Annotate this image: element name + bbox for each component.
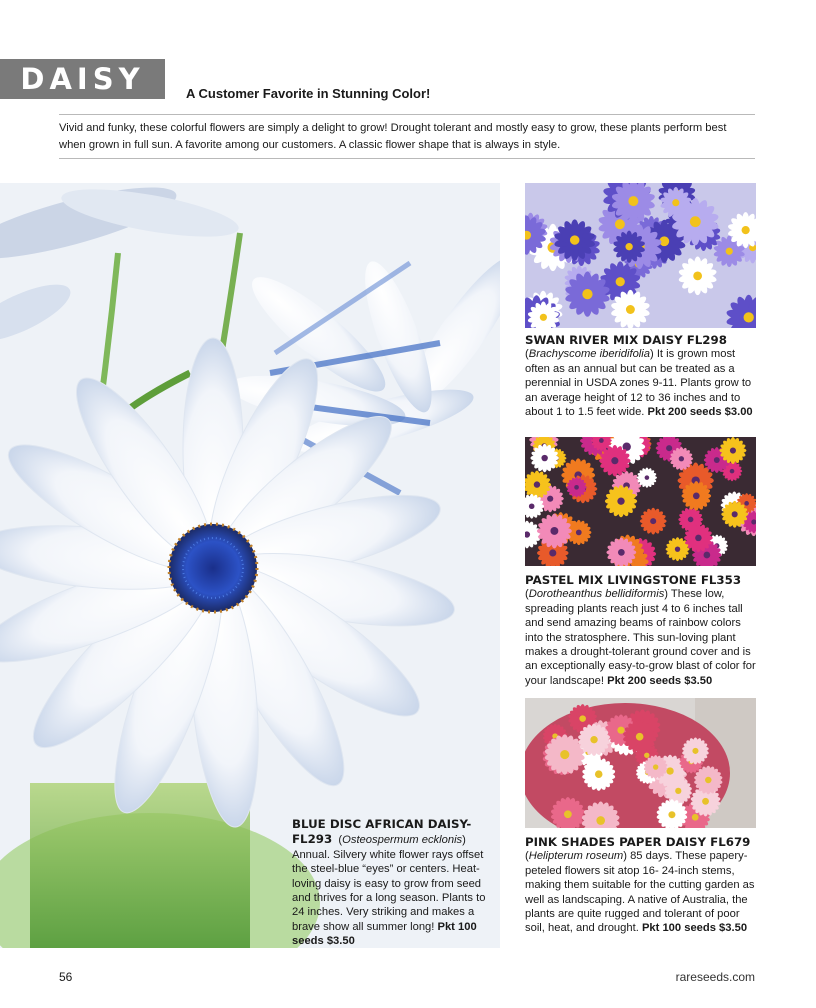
product-description: ) It is grown most often as an annual but can be treated as a perennial in USDA zones 9-11. Plants grow to an average height of 12 to 36 inches and to about 1 to 1.5 feet wide. (525, 348, 752, 419)
section-title-tab (0, 59, 165, 99)
product-swan-river-mix: SWAN RIVER MIX DAISY FL298 (Brachyscome iberidifolia) It is grown most often as an annual but can be treated as a perennial in USDA zones 9-11. Plants grow to an average height of 12 to 36 inches and to about 1 to 1.5 feet wide. Pkt 200 seeds $3.00 (525, 333, 757, 419)
divider-bottom (59, 158, 755, 159)
section-title: DAISY (20, 62, 145, 96)
product-latin-name: Helipterum roseum (528, 850, 624, 863)
product-price: Pkt 200 seeds $3.50 (607, 674, 713, 687)
product-description: ) 85 days. These papery-peteled flowers sit atop 16- 24-inch stems, making them suitable for the cutting garden as well as landscaping. A native of Australia, the plants are quite rugged and tolerant of poor soil, heat, and drought. (525, 850, 755, 935)
product-latin-name: Dorotheanthus bellidiformis (528, 588, 665, 601)
product-name: BLUE DISC AFRICAN DAISY-FL293 (292, 817, 472, 847)
intro-paragraph: Vivid and funky, these colorful flowers are simply a delight to grow! Drought tolerant and mostly easy to grow, these plants perform best when grown in full sun. A favorite among our customers. A classic flower shape that is always in style. (59, 122, 727, 151)
photo-pink-shades-paper-daisy (525, 698, 756, 828)
product-latin-name: Brachyscome iberidifolia (528, 348, 650, 361)
product-pink-shades-paper-daisy: PINK SHADES PAPER DAISY FL679 (Helipterum roseum) 85 days. These papery-peteled flowers sit atop 16- 24-inch stems, making them suitable for the cutting garden as well as landscaping. A native of Australia, the plants are quite rugged and tolerant of poor soil, heat, and drought. Pkt 100 seeds $3.50 (525, 835, 757, 936)
product-name: PINK SHADES PAPER DAISY FL679 (525, 835, 751, 849)
product-price: Pkt 200 seeds $3.00 (647, 406, 753, 419)
photo-swan-river-mix (525, 183, 756, 328)
product-blue-disc-african-daisy: BLUE DISC AFRICAN DAISY-FL293 (Osteospermum ecklonis) Annual. Silvery white flower rays offset the steel-blue “eyes” or centers. Heat-loving daisy is easy to grow from seed and thrives for a long season. Plants to 24 inches. Very striking and makes a brave show all summer long! Pkt 100 seeds $3.50 (292, 817, 486, 948)
product-description: Annual. Silvery white flower rays offset the steel-blue “eyes” or centers. Heat-loving daisy is easy to grow from seed and thrives for a long season. Plants to 24 inches. Very striking and makes a brave show all summer long! (292, 848, 486, 933)
photo-pastel-mix-livingstone (525, 437, 756, 566)
website-url: rareseeds.com (675, 970, 755, 984)
product-name: PASTEL MIX LIVINGSTONE FL353 (525, 573, 742, 587)
product-pastel-mix-livingstone: PASTEL MIX LIVINGSTONE FL353 (Dorotheanthus bellidiformis) These low, spreading plants reach just 4 to 6 inches tall and send amazing beams of rainbow colors into the stratosphere. This sun-loving plant makes a drought-tolerant ground cover and is an exceptionally easy-to-grow blast of color for your landscape! Pkt 200 seeds $3.50 (525, 573, 756, 687)
product-price: Pkt 100 seeds $3.50 (292, 920, 477, 948)
product-description: ) These low, spreading plants reach just 4 to 6 inches tall and send amazing beams of rainbow colors into the stratosphere. This sun-loving plant makes a drought-tolerant ground cover and is an exceptionally easy-to-grow blast of color for your landscape! (525, 588, 756, 687)
product-name: SWAN RIVER MIX DAISY FL298 (525, 333, 727, 347)
divider-top (59, 114, 755, 115)
product-latin-name: Osteospermum ecklonis (342, 834, 463, 847)
product-price: Pkt 100 seeds $3.50 (641, 922, 748, 935)
page-number: 56 (59, 970, 73, 984)
tagline: A Customer Favorite in Stunning Color! (186, 86, 431, 101)
